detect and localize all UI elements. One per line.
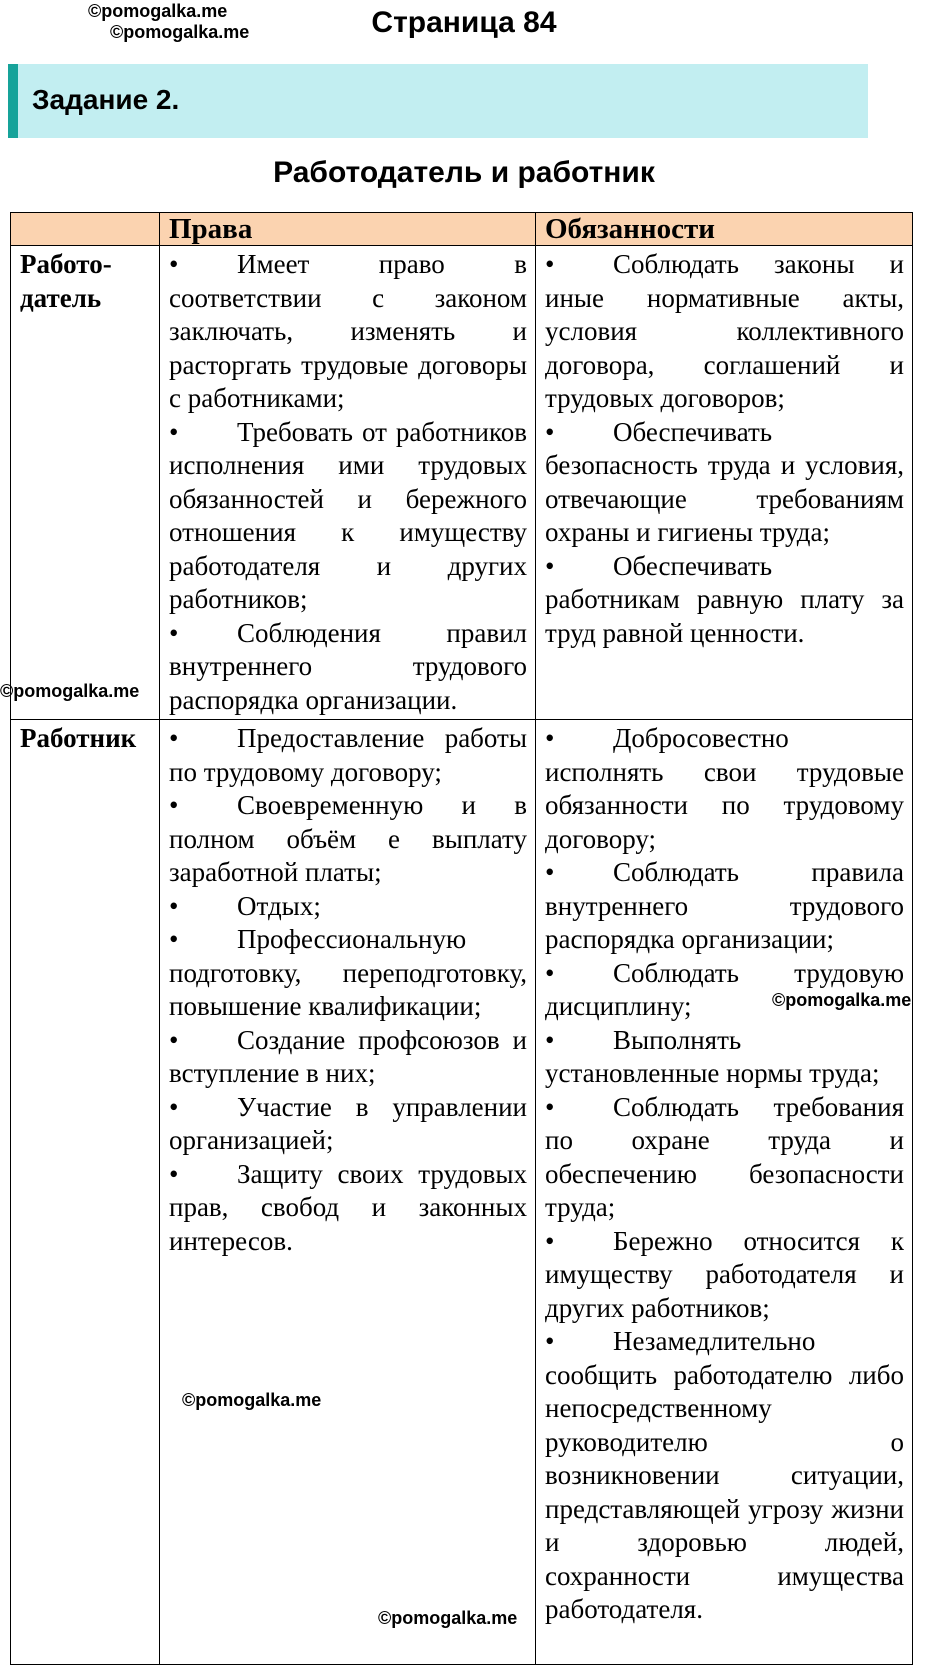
list-item-text: Участие в управлении организацией;	[169, 1091, 527, 1155]
list-item-text: Соблюдать трудовую дисциплину;	[545, 957, 904, 1021]
header-empty-cell	[11, 213, 160, 246]
list-item	[169, 923, 527, 1024]
watermark: ©pomogalka.me	[110, 22, 250, 42]
bullet-icon: •	[169, 1024, 179, 1055]
header-duties: Обязанности	[536, 213, 913, 246]
list-item	[545, 856, 904, 957]
list-item-text: Требовать от работников исполнения ими трудовых обязанностей и бережного отношения к имуществу работодателя и других работников;	[169, 416, 527, 614]
list-item-text: Имеет право в соответствии с законом заключать, изменять и расторгать трудовые договоры с работниками;	[169, 249, 527, 413]
list-item	[169, 1158, 527, 1259]
bullet-icon: •	[169, 1158, 179, 1189]
list-item-text: Создание профсоюзов и вступление в них;	[169, 1024, 527, 1088]
watermark: ©pomogalka.me	[378, 1608, 518, 1628]
list-item	[545, 248, 904, 416]
list-item	[169, 617, 527, 718]
bullet-icon: •	[545, 1326, 555, 1356]
list-item-text: Бережно относится к имуществу работодателя и других работников;	[545, 1225, 904, 1323]
list-item-text: Незамедлительно сообщить работодателю либо непосредственному руководителю о возникновении ситуации, представляющей угрозу жизни и здоровью людей, сохранности имущества работодателя.	[545, 1326, 904, 1624]
list-item-text: Обеспечивать безопасность труда и условия, отвечающие требованиям охраны и гигиены труда;	[545, 416, 904, 547]
list-item	[169, 1024, 527, 1091]
bullet-icon: •	[169, 723, 179, 753]
list-item-text: Предоставление работы по трудовому договору;	[169, 723, 527, 787]
list-item	[545, 416, 904, 550]
employer-duties-cell	[536, 246, 913, 720]
row-label-employee: Работник	[11, 720, 160, 1665]
bullet-icon: •	[169, 249, 179, 279]
list-item-text: Соблюдать правила внутреннего трудового распорядка организации;	[545, 857, 904, 954]
list-item	[169, 1091, 527, 1158]
list-item-text: Добросовестно исполнять свои трудовые обязанности по трудовому договору;	[545, 723, 904, 854]
list-item	[545, 722, 904, 856]
task-banner	[8, 64, 868, 138]
page-title: Страница 84	[371, 6, 557, 39]
bullet-icon: •	[545, 1024, 555, 1055]
list-item	[545, 1024, 904, 1091]
list-item-text: Профессиональную подготовку, переподготовку, повышение квалификации;	[169, 924, 527, 1021]
list-item-text: Соблюдать законы и иные нормативные акты, условия коллективного договора, соглашений и трудовых договоров;	[545, 249, 904, 413]
list-item-text: Выполнять установленные нормы труда;	[545, 1024, 880, 1088]
list-item	[169, 416, 527, 617]
header-rights: Права	[160, 213, 536, 246]
task-label: Задание 2.	[32, 84, 180, 115]
row-label-employer: Работо- датель	[11, 246, 160, 720]
list-item	[169, 890, 527, 924]
table-row-employee	[11, 720, 913, 1665]
list-item	[169, 248, 527, 416]
bullet-icon: •	[169, 617, 179, 648]
watermark: ©pomogalka.me	[0, 681, 140, 701]
list-item-text: Защиту своих трудовых прав, свобод и законных интересов.	[169, 1158, 527, 1256]
list-item	[169, 722, 527, 789]
bullet-icon: •	[545, 723, 555, 753]
employee-duties-cell	[536, 720, 913, 1665]
list-item-text: Соблюдения правил внутреннего трудового распорядка организации.	[169, 617, 527, 715]
list-item	[545, 1091, 904, 1225]
bullet-icon: •	[545, 1225, 555, 1256]
list-item-text: Обеспечивать работникам равную плату за труд равной ценности.	[545, 550, 904, 648]
list-item-text: Своевременную и в полном объём е выплату заработной платы;	[169, 790, 527, 887]
bullet-icon: •	[545, 957, 555, 988]
bullet-icon: •	[545, 249, 555, 279]
list-item	[169, 789, 527, 890]
bullet-icon: •	[169, 890, 179, 921]
watermark: ©pomogalka.me	[88, 1, 228, 21]
bullet-icon: •	[169, 790, 179, 820]
bullet-icon: •	[169, 1091, 179, 1122]
employee-rights-cell	[160, 720, 536, 1665]
table-header-row	[11, 213, 913, 246]
watermark: ©pomogalka.me	[772, 990, 912, 1010]
bullet-icon: •	[169, 416, 179, 447]
list-item-text: Отдых;	[237, 890, 321, 921]
list-item	[545, 1225, 904, 1326]
list-item	[545, 1325, 904, 1627]
bullet-icon: •	[545, 550, 555, 581]
bullet-icon: •	[169, 924, 179, 954]
table-row-employer	[11, 246, 913, 720]
list-item-text: Соблюдать требования по охране труда и обеспечению безопасности труда;	[545, 1091, 904, 1222]
employer-rights-cell	[160, 246, 536, 720]
list-item	[545, 550, 904, 651]
document-heading: Работодатель и работник	[273, 156, 655, 189]
bullet-icon: •	[545, 416, 555, 447]
bullet-icon: •	[545, 857, 555, 887]
bullet-icon: •	[545, 1091, 555, 1122]
rights-duties-table	[10, 212, 913, 1665]
watermark: ©pomogalka.me	[182, 1390, 322, 1410]
